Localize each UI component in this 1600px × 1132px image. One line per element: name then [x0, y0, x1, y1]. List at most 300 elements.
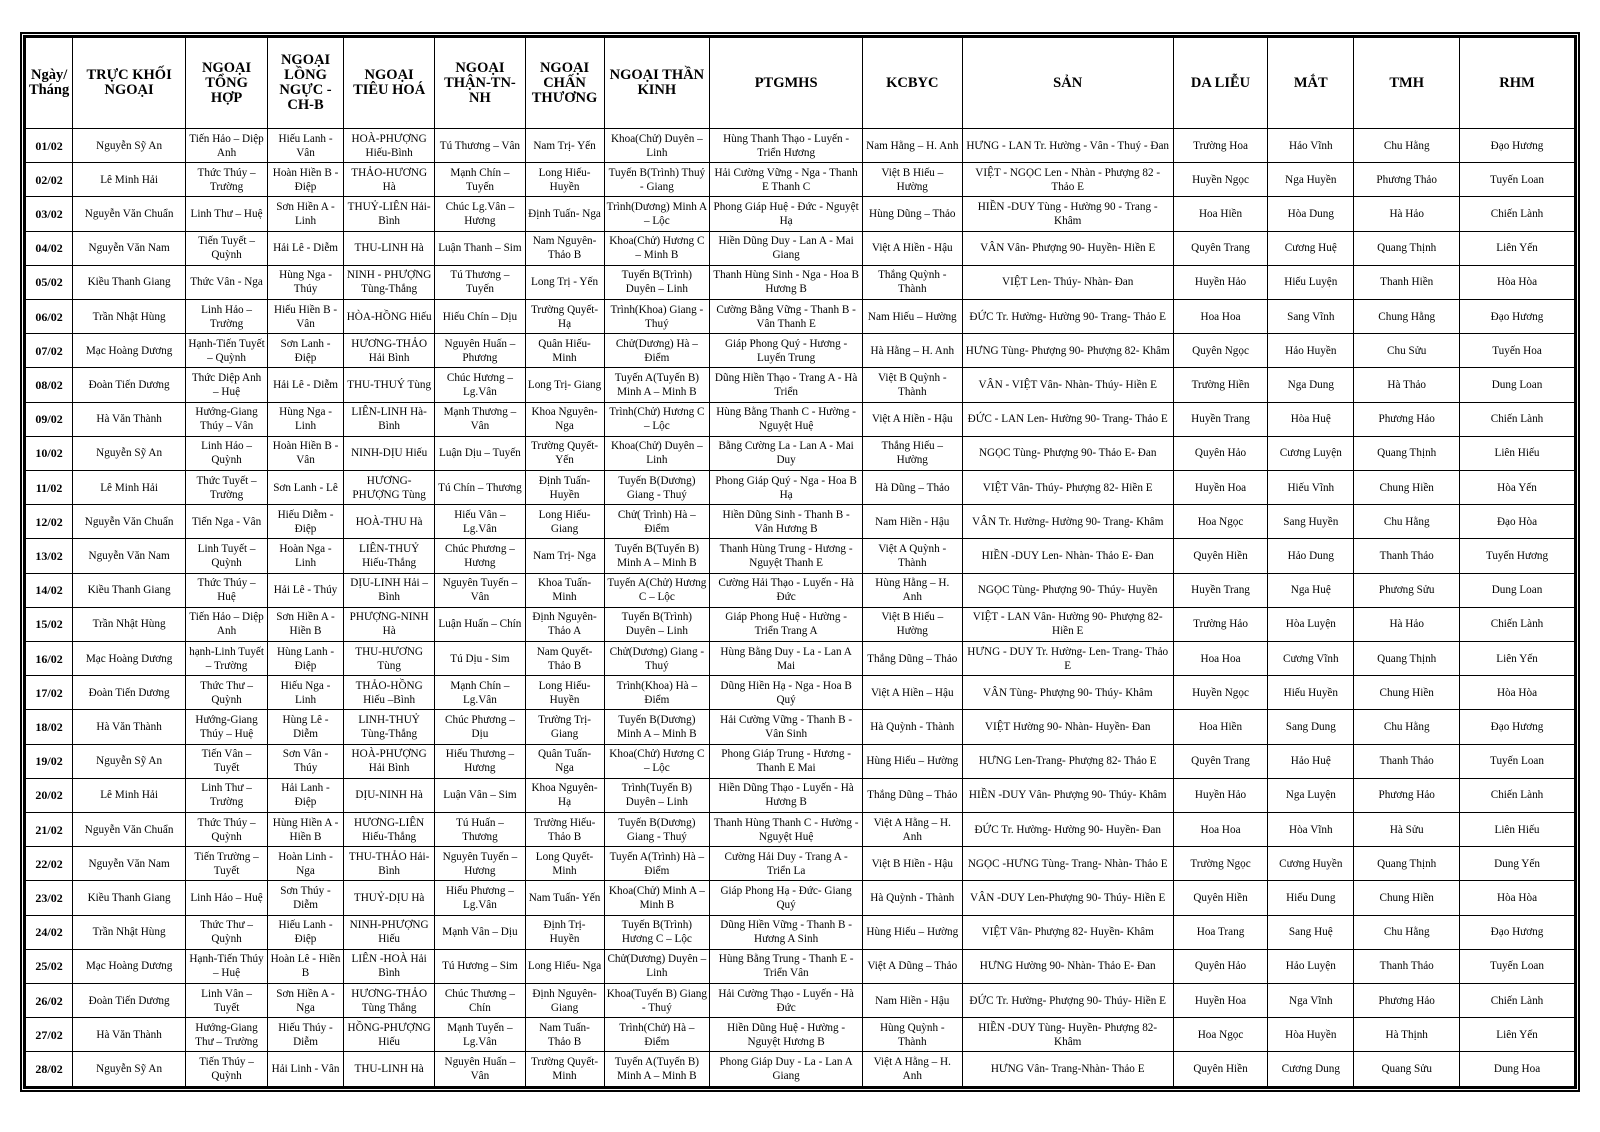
duty-cell: Tuyến Hoa: [1460, 334, 1575, 368]
duty-cell: Đạo Hương: [1460, 129, 1575, 163]
date-cell: 28/02: [26, 1052, 73, 1087]
date-cell: 01/02: [26, 129, 73, 163]
duty-cell: Thức Thư – Quỳnh: [186, 676, 268, 710]
duty-cell: PHƯỢNG-NINH Hà: [343, 607, 434, 641]
duty-cell: VÂN Tùng- Phượng 90- Thúy- Khâm: [962, 676, 1173, 710]
duty-roster-sheet: [20, 32, 1580, 1092]
duty-cell: Phương Hảo: [1354, 778, 1460, 812]
duty-cell: Tuyến B(Tuyến B) Minh A – Minh B: [604, 539, 710, 573]
duty-cell: Chúc Phương – Dịu: [435, 710, 525, 744]
table-row: [26, 676, 1575, 710]
duty-cell: Hảo Luyện: [1268, 949, 1354, 983]
duty-cell: Hiếu Nga - Linh: [268, 676, 344, 710]
duty-cell: Chung Hiền: [1354, 471, 1460, 505]
duty-cell: Chúc Phương – Hương: [435, 539, 525, 573]
duty-cell: HOÀ-PHƯỢNG Hiếu-Bình: [343, 129, 434, 163]
table-row: [26, 300, 1575, 334]
date-cell: 03/02: [26, 197, 73, 231]
duty-cell: VIỆT Len- Thúy- Nhàn- Đan: [962, 265, 1173, 299]
duty-cell: Giáp Phong Hạ - Đức- Giang Quý: [710, 881, 863, 915]
duty-cell: Nguyễn Văn Nam: [73, 231, 186, 265]
duty-cell: Tuyến B(Trình) Thuý - Giang: [604, 163, 710, 197]
duty-cell: Chu Hằng: [1354, 505, 1460, 539]
duty-cell: HOÀ-THU Hà: [343, 505, 434, 539]
duty-cell: Cường Bằng Vững - Thanh B - Vân Thanh E: [710, 300, 863, 334]
duty-cell: Tuyến B(Trình) Hương C – Lộc: [604, 915, 710, 949]
duty-cell: Hoàn Nga - Linh: [268, 539, 344, 573]
header-ngoai-than: NGOẠI THẬN-TN-NH: [435, 38, 525, 129]
duty-cell: Hiếu Dung: [1268, 881, 1354, 915]
duty-cell: Giáp Phong Huệ - Hường - Triển Trang A: [710, 607, 863, 641]
duty-cell: NINH-PHƯỢNG Hiếu: [343, 915, 434, 949]
table-row: [26, 163, 1575, 197]
duty-cell: Nam Tuấn- Yến: [525, 881, 604, 915]
duty-cell: Hiền Dũng Sinh - Thanh B - Vân Hương B: [710, 505, 863, 539]
duty-cell: Hải Cường Vững - Nga - Thanh E Thanh C: [710, 163, 863, 197]
table-row: [26, 881, 1575, 915]
duty-cell: Chu Sửu: [1354, 334, 1460, 368]
duty-cell: Thắng Hiếu – Hường: [863, 436, 963, 470]
duty-cell: Linh Thư – Trường: [186, 778, 268, 812]
duty-cell: Huyền Hảo: [1173, 265, 1267, 299]
duty-cell: HƯƠNG-PHƯỢNG Tùng: [343, 471, 434, 505]
header-ngoai-tieu-hoa: NGOẠI TIÊU HOÁ: [343, 38, 434, 129]
duty-cell: Nguyễn Sỹ An: [73, 129, 186, 163]
duty-cell: hạnh-Linh Tuyết – Trường: [186, 642, 268, 676]
duty-cell: Định Tuấn- Nga: [525, 197, 604, 231]
duty-cell: Hoàn Linh - Nga: [268, 847, 344, 881]
duty-cell: Việt A Quỳnh - Thành: [863, 539, 963, 573]
duty-cell: Thắng Dũng – Thảo: [863, 642, 963, 676]
duty-cell: Huyền Ngọc: [1173, 676, 1267, 710]
duty-cell: Nga Vĩnh: [1268, 984, 1354, 1018]
duty-cell: Tú Hương – Sim: [435, 949, 525, 983]
duty-cell: Liên Yến: [1460, 231, 1575, 265]
duty-cell: Nam Trị- Yến: [525, 129, 604, 163]
duty-cell: Liên Hiếu: [1460, 436, 1575, 470]
duty-cell: Khoa(Chử) Duyên – Linh: [604, 129, 710, 163]
duty-cell: Hùng Quỳnh - Thành: [863, 1018, 963, 1052]
duty-cell: Định Nguyên- Giang: [525, 984, 604, 1018]
table-row: [26, 368, 1575, 402]
duty-cell: Nguyễn Văn Chuẩn: [73, 813, 186, 847]
duty-cell: Thức Thúy – Trường: [186, 163, 268, 197]
duty-cell: Hiền Dũng Thạo - Luyến - Hà Hương B: [710, 778, 863, 812]
duty-cell: Hùng Hiếu – Hường: [863, 915, 963, 949]
duty-cell: Huyền Hoa: [1173, 471, 1267, 505]
duty-cell: Phương Hảo: [1354, 402, 1460, 436]
duty-cell: Hà Hảo: [1354, 197, 1460, 231]
duty-cell: Dung Yến: [1460, 847, 1575, 881]
duty-cell: HƯNG - DUY Tr. Hường- Len- Trang- Thảo E: [962, 642, 1173, 676]
duty-cell: Hạnh-Tiến Tuyết – Quỳnh: [186, 334, 268, 368]
duty-cell: Hòa Huệ: [1268, 402, 1354, 436]
duty-cell: Trường Trị- Giang: [525, 710, 604, 744]
duty-cell: Thắng Dũng – Thảo: [863, 778, 963, 812]
duty-cell: Cương Vĩnh: [1268, 642, 1354, 676]
duty-cell: Long Hiếu- Huyền: [525, 163, 604, 197]
duty-cell: Việt B Quỳnh - Thành: [863, 368, 963, 402]
date-cell: 07/02: [26, 334, 73, 368]
duty-cell: Chu Hằng: [1354, 129, 1460, 163]
duty-cell: Tú Dịu - Sim: [435, 642, 525, 676]
table-row: [26, 744, 1575, 778]
duty-cell: Tuyến Loan: [1460, 949, 1575, 983]
duty-cell: Chiến Lành: [1460, 402, 1575, 436]
duty-cell: VIỆT - NGỌC Len - Nhàn - Phượng 82 - Thảo E: [962, 163, 1173, 197]
duty-cell: THẢO-HƯƠNG Hà: [343, 163, 434, 197]
duty-cell: Cương Dung: [1268, 1052, 1354, 1087]
duty-cell: Trần Nhật Hùng: [73, 300, 186, 334]
duty-cell: Quyên Hảo: [1173, 436, 1267, 470]
duty-cell: Đạo Hương: [1460, 915, 1575, 949]
duty-cell: Quyên Hiền: [1173, 539, 1267, 573]
duty-cell: Việt A Hiền - Hậu: [863, 231, 963, 265]
duty-cell: Chung Hằng: [1354, 300, 1460, 334]
date-cell: 12/02: [26, 505, 73, 539]
duty-cell: Dung Hoa: [1460, 1052, 1575, 1087]
duty-cell: Huyền Trang: [1173, 402, 1267, 436]
date-cell: 25/02: [26, 949, 73, 983]
duty-cell: Chử(Dương) Hà – Điểm: [604, 334, 710, 368]
duty-cell: Hải Lê - Thúy: [268, 573, 344, 607]
header-ngoai-chan-thuong: NGOẠI CHẤN THƯƠNG: [525, 38, 604, 129]
duty-cell: Nguyên Tuyến – Vân: [435, 573, 525, 607]
duty-cell: Phong Giáp Duy - La - Lan A Giang: [710, 1052, 863, 1087]
duty-cell: Trường Hảo: [1173, 607, 1267, 641]
duty-cell: Hòa Hòa: [1460, 265, 1575, 299]
duty-cell: Linh Hảo – Huệ: [186, 881, 268, 915]
duty-cell: Trình(Tuyến B) Duyên – Linh: [604, 778, 710, 812]
duty-cell: ĐỨC Tr. Hường- Hường 90- Trang- Thảo E: [962, 300, 1173, 334]
duty-cell: Nguyên Huấn – Vân: [435, 1052, 525, 1087]
duty-cell: Hiếu Phương – Lg.Vân: [435, 881, 525, 915]
duty-cell: Liên Hiếu: [1460, 813, 1575, 847]
duty-cell: Hùng Lê - Diễm: [268, 710, 344, 744]
duty-cell: Chiến Lành: [1460, 197, 1575, 231]
table-row: [26, 1052, 1575, 1087]
date-cell: 17/02: [26, 676, 73, 710]
duty-cell: Hiếu Lanh - Vân: [268, 129, 344, 163]
duty-cell: Luận Dịu – Tuyến: [435, 436, 525, 470]
duty-cell: Long Quyết- Minh: [525, 847, 604, 881]
duty-cell: Sơn Hiền A - Nga: [268, 984, 344, 1018]
duty-cell: Thanh Thảo: [1354, 539, 1460, 573]
duty-cell: Việt A Hằng – H. Anh: [863, 813, 963, 847]
duty-cell: VÂN - VIỆT Vân- Nhàn- Thúy- Hiền E: [962, 368, 1173, 402]
duty-cell: Việt B Hiền - Hậu: [863, 847, 963, 881]
duty-cell: Hoa Hiền: [1173, 197, 1267, 231]
duty-cell: Việt A Hiền - Hậu: [863, 402, 963, 436]
duty-cell: Cương Huệ: [1268, 231, 1354, 265]
duty-cell: Nga Luyện: [1268, 778, 1354, 812]
duty-cell: Hải Cường Thạo - Luyến - Hà Đức: [710, 984, 863, 1018]
duty-cell: Liên Yến: [1460, 1018, 1575, 1052]
duty-cell: THUỶ-LIÊN Hải-Bình: [343, 197, 434, 231]
duty-cell: HOÀ-PHƯỢNG Hải Bình: [343, 744, 434, 778]
duty-cell: HỒNG-PHƯỢNG Hiếu: [343, 1018, 434, 1052]
duty-cell: Tú Chín – Thương: [435, 471, 525, 505]
table-row: [26, 231, 1575, 265]
date-cell: 04/02: [26, 231, 73, 265]
date-cell: 05/02: [26, 265, 73, 299]
duty-roster-table: [25, 37, 1575, 1087]
duty-cell: DỊU-LINH Hải – Bình: [343, 573, 434, 607]
duty-cell: Chung Hiền: [1354, 881, 1460, 915]
duty-cell: Cường Hải Thạo - Luyến - Hà Đức: [710, 573, 863, 607]
duty-cell: Hoa Hoa: [1173, 813, 1267, 847]
duty-cell: Quang Thịnh: [1354, 642, 1460, 676]
duty-cell: VÂN Vân- Phượng 90- Huyền- Hiền E: [962, 231, 1173, 265]
duty-cell: Long Hiếu- Giang: [525, 505, 604, 539]
duty-cell: Nguyễn Sỹ An: [73, 1052, 186, 1087]
duty-cell: Thức Thúy – Huệ: [186, 573, 268, 607]
duty-cell: Phong Giáp Quý - Nga - Hoa B Hạ: [710, 471, 863, 505]
duty-cell: Hiếu Lanh - Điệp: [268, 915, 344, 949]
duty-cell: Nga Huệ: [1268, 573, 1354, 607]
duty-cell: Dung Loan: [1460, 573, 1575, 607]
date-cell: 22/02: [26, 847, 73, 881]
duty-cell: THU-LINH Hà: [343, 1052, 434, 1087]
date-cell: 08/02: [26, 368, 73, 402]
duty-cell: Nguyễn Văn Nam: [73, 847, 186, 881]
duty-cell: Nam Hằng – H. Anh: [863, 129, 963, 163]
duty-cell: Hà Quỳnh - Thành: [863, 881, 963, 915]
duty-cell: Chu Hằng: [1354, 915, 1460, 949]
header-tmh: TMH: [1354, 38, 1460, 129]
table-row: [26, 710, 1575, 744]
duty-cell: Nguyễn Văn Chuẩn: [73, 197, 186, 231]
duty-cell: Hải Lê - Diễm: [268, 231, 344, 265]
duty-cell: Hiếu Vĩnh: [1268, 471, 1354, 505]
duty-cell: Sơn Lanh - Điệp: [268, 334, 344, 368]
duty-cell: VÂN Tr. Hường- Hường 90- Trang- Khâm: [962, 505, 1173, 539]
duty-cell: Hà Văn Thành: [73, 1018, 186, 1052]
duty-cell: Trình(Chử) Hương C – Lộc: [604, 402, 710, 436]
duty-cell: Việt B Hiếu – Hường: [863, 607, 963, 641]
duty-cell: Hùng Bằng Duy - La - Lan A Mai: [710, 642, 863, 676]
duty-cell: Hoàn Hiền B - Điệp: [268, 163, 344, 197]
duty-cell: Hà Thảo: [1354, 368, 1460, 402]
duty-cell: Tuyến Loan: [1460, 744, 1575, 778]
duty-cell: Linh Hảo – Trường: [186, 300, 268, 334]
duty-cell: Thanh Hùng Thanh C - Hường - Nguyệt Huệ: [710, 813, 863, 847]
duty-cell: Hà Quỳnh - Thành: [863, 710, 963, 744]
duty-cell: Khoa(Chử) Hương C – Lộc: [604, 744, 710, 778]
duty-cell: Quang Sửu: [1354, 1052, 1460, 1087]
duty-cell: Khoa(Chử) Duyên – Linh: [604, 436, 710, 470]
table-row: [26, 915, 1575, 949]
duty-cell: HƯNG - LAN Tr. Hường - Vân - Thuý - Đan: [962, 129, 1173, 163]
duty-cell: Khoa Nguyên- Hạ: [525, 778, 604, 812]
duty-cell: Hải Linh - Vân: [268, 1052, 344, 1087]
duty-cell: HƯNG Hường 90- Nhàn- Thảo E- Đan: [962, 949, 1173, 983]
duty-cell: Trình(Dương) Minh A – Lộc: [604, 197, 710, 231]
date-cell: 06/02: [26, 300, 73, 334]
duty-cell: Trường Hiền: [1173, 368, 1267, 402]
roster-body: [26, 129, 1575, 1087]
header-san: SẢN: [962, 38, 1173, 129]
header-date: Ngày/ Tháng: [26, 38, 73, 129]
duty-cell: Quân Hiếu- Minh: [525, 334, 604, 368]
duty-cell: HIỀN -DUY Tùng- Huyền- Phượng 82- Khâm: [962, 1018, 1173, 1052]
duty-cell: LIÊN-LINH Hà-Bình: [343, 402, 434, 436]
duty-cell: Hùng Thanh Thạo - Luyến - Triển Hương: [710, 129, 863, 163]
duty-cell: Hoa Ngọc: [1173, 505, 1267, 539]
duty-cell: Nguyễn Văn Chuẩn: [73, 505, 186, 539]
duty-cell: LINH-THUỶ Tùng-Thắng: [343, 710, 434, 744]
date-cell: 26/02: [26, 984, 73, 1018]
duty-cell: Thức Tuyết – Trường: [186, 471, 268, 505]
duty-cell: Hùng Bằng Trung - Thanh E - Triển Vân: [710, 949, 863, 983]
duty-cell: Hòa Huyền: [1268, 1018, 1354, 1052]
table-row: [26, 402, 1575, 436]
duty-cell: Mạc Hoàng Dương: [73, 949, 186, 983]
duty-cell: Hoa Hoa: [1173, 642, 1267, 676]
date-cell: 20/02: [26, 778, 73, 812]
duty-cell: Kiều Thanh Giang: [73, 881, 186, 915]
duty-cell: DỊU-NINH Hà: [343, 778, 434, 812]
duty-cell: Dung Loan: [1460, 368, 1575, 402]
duty-cell: Huyền Hảo: [1173, 778, 1267, 812]
duty-cell: Tuyến B(Dương) Giang - Thuý: [604, 471, 710, 505]
duty-cell: VIỆT Vân- Phượng 82- Huyền- Khâm: [962, 915, 1173, 949]
duty-cell: Thắng Quỳnh - Thành: [863, 265, 963, 299]
duty-cell: Thức Diệp Anh – Huệ: [186, 368, 268, 402]
table-row: [26, 436, 1575, 470]
date-cell: 23/02: [26, 881, 73, 915]
duty-cell: Nguyên Tuyến – Hương: [435, 847, 525, 881]
duty-cell: Hảo Dung: [1268, 539, 1354, 573]
duty-cell: HÒA-HỒNG Hiếu: [343, 300, 434, 334]
duty-cell: Hà Thịnh: [1354, 1018, 1460, 1052]
table-row: [26, 847, 1575, 881]
duty-cell: Mạnh Vân – Dịu: [435, 915, 525, 949]
duty-cell: Hùng Dũng – Thảo: [863, 197, 963, 231]
duty-cell: HƯƠNG-THẢO Hải Bình: [343, 334, 434, 368]
date-cell: 24/02: [26, 915, 73, 949]
header-ngoai-long-nguc: NGOẠI LỒNG NGỰC -CH-B: [268, 38, 344, 129]
duty-cell: Hà Hảo: [1354, 607, 1460, 641]
duty-cell: Huyền Trang: [1173, 573, 1267, 607]
duty-cell: Trường Quyết- Hạ: [525, 300, 604, 334]
table-row: [26, 573, 1575, 607]
duty-cell: NGỌC -HƯNG Tùng- Trang- Nhàn- Thảo E: [962, 847, 1173, 881]
duty-cell: Tuyến A(Chử) Hương C – Lộc: [604, 573, 710, 607]
duty-cell: Nguyễn Sỹ An: [73, 436, 186, 470]
duty-cell: Hiếu Vân – Lg.Vân: [435, 505, 525, 539]
table-row: [26, 984, 1575, 1018]
duty-cell: Lê Minh Hải: [73, 163, 186, 197]
duty-cell: Nguyễn Sỹ An: [73, 744, 186, 778]
duty-cell: Việt A Hiền – Hậu: [863, 676, 963, 710]
table-row: [26, 197, 1575, 231]
duty-cell: Dũng Hiền Thạo - Trang A - Hà Triển: [710, 368, 863, 402]
duty-cell: Quyên Ngọc: [1173, 334, 1267, 368]
duty-cell: Lê Minh Hải: [73, 471, 186, 505]
duty-cell: Trình(Chử) Hà – Điểm: [604, 1018, 710, 1052]
duty-cell: Tuyến Loan: [1460, 163, 1575, 197]
duty-cell: Tuyến B(Dương) Giang - Thuý: [604, 813, 710, 847]
duty-cell: Việt A Hằng – H. Anh: [863, 1052, 963, 1087]
duty-cell: Tuyến B(Dương) Minh A – Minh B: [604, 710, 710, 744]
header-da-lieu: DA LIỄU: [1173, 38, 1267, 129]
duty-cell: Hùng Nga - Thúy: [268, 265, 344, 299]
duty-cell: Chiến Lành: [1460, 984, 1575, 1018]
header-mat: MẮT: [1268, 38, 1354, 129]
date-cell: 15/02: [26, 607, 73, 641]
duty-cell: HƯNG Tùng- Phượng 90- Phượng 82- Khâm: [962, 334, 1173, 368]
duty-cell: Hùng Bằng Thanh C - Hường - Nguyệt Huệ: [710, 402, 863, 436]
duty-cell: Sơn Hiền A - Linh: [268, 197, 344, 231]
duty-cell: Hiếu Luyện: [1268, 265, 1354, 299]
duty-cell: Tuyến B(Trình) Duyên – Linh: [604, 607, 710, 641]
duty-cell: Kiều Thanh Giang: [73, 265, 186, 299]
duty-cell: Hùng Hằng – H. Anh: [863, 573, 963, 607]
duty-cell: Tuyến B(Trình) Duyên – Linh: [604, 265, 710, 299]
duty-cell: Nam Quyết- Thảo B: [525, 642, 604, 676]
duty-cell: Khoa Nguyên- Nga: [525, 402, 604, 436]
duty-cell: Hảo Huệ: [1268, 744, 1354, 778]
table-row: [26, 471, 1575, 505]
duty-cell: Phương Sửu: [1354, 573, 1460, 607]
duty-cell: Thanh Thảo: [1354, 744, 1460, 778]
duty-cell: Mạc Hoàng Dương: [73, 334, 186, 368]
header-row: [26, 38, 1575, 129]
duty-cell: Quyên Hiền: [1173, 1052, 1267, 1087]
date-cell: 16/02: [26, 642, 73, 676]
duty-cell: Huyền Ngọc: [1173, 163, 1267, 197]
duty-cell: THU-HƯƠNG Tùng: [343, 642, 434, 676]
duty-cell: Tiến Thúy – Quỳnh: [186, 1052, 268, 1087]
duty-cell: Liên Yến: [1460, 642, 1575, 676]
duty-cell: Hải Lê - Diễm: [268, 368, 344, 402]
duty-cell: Quyên Trang: [1173, 231, 1267, 265]
header-rhm: RHM: [1460, 38, 1575, 129]
duty-cell: Long Trị - Yến: [525, 265, 604, 299]
duty-cell: Hà Sửu: [1354, 813, 1460, 847]
duty-cell: Thức Thúy – Quỳnh: [186, 813, 268, 847]
duty-cell: Mạnh Chín – Tuyến: [435, 163, 525, 197]
date-cell: 09/02: [26, 402, 73, 436]
duty-cell: Hiếu Hiền B - Vân: [268, 300, 344, 334]
duty-cell: Trình(Khoa) Giang - Thuý: [604, 300, 710, 334]
duty-cell: Hòa Dung: [1268, 197, 1354, 231]
duty-cell: Hùng Nga - Linh: [268, 402, 344, 436]
duty-cell: Cường Hải Duy - Trang A - Triển La: [710, 847, 863, 881]
date-cell: 10/02: [26, 436, 73, 470]
table-row: [26, 539, 1575, 573]
duty-cell: Phong Giáp Trung - Hương - Thanh E Mai: [710, 744, 863, 778]
duty-cell: ĐỨC - LAN Len- Hường 90- Trang- Thảo E: [962, 402, 1173, 436]
duty-cell: Hải Lanh - Điệp: [268, 778, 344, 812]
duty-cell: Đoàn Tiến Dương: [73, 676, 186, 710]
duty-cell: VÂN -DUY Len-Phượng 90- Thúy- Hiền E: [962, 881, 1173, 915]
table-row: [26, 778, 1575, 812]
date-cell: 18/02: [26, 710, 73, 744]
duty-cell: VIỆT Hường 90- Nhàn- Huyền- Đan: [962, 710, 1173, 744]
duty-cell: Việt A Dũng – Thảo: [863, 949, 963, 983]
duty-cell: Tiến Hảo – Diệp Anh: [186, 129, 268, 163]
duty-cell: HIỀN -DUY Vân- Phượng 90- Thúy- Khâm: [962, 778, 1173, 812]
duty-cell: Chúc Lg.Vân – Hương: [435, 197, 525, 231]
duty-cell: Dũng Hiền Vững - Thanh B - Hương A Sinh: [710, 915, 863, 949]
duty-cell: Quyên Trang: [1173, 744, 1267, 778]
duty-cell: Linh Thư – Huệ: [186, 197, 268, 231]
header-truc-khoi-ngoai: TRỰC KHỐI NGOẠI: [73, 38, 186, 129]
header-ngoai-tong-hop: NGOẠI TỔNG HỢP: [186, 38, 268, 129]
duty-cell: Khoa(Tuyến B) Giang - Thuý: [604, 984, 710, 1018]
